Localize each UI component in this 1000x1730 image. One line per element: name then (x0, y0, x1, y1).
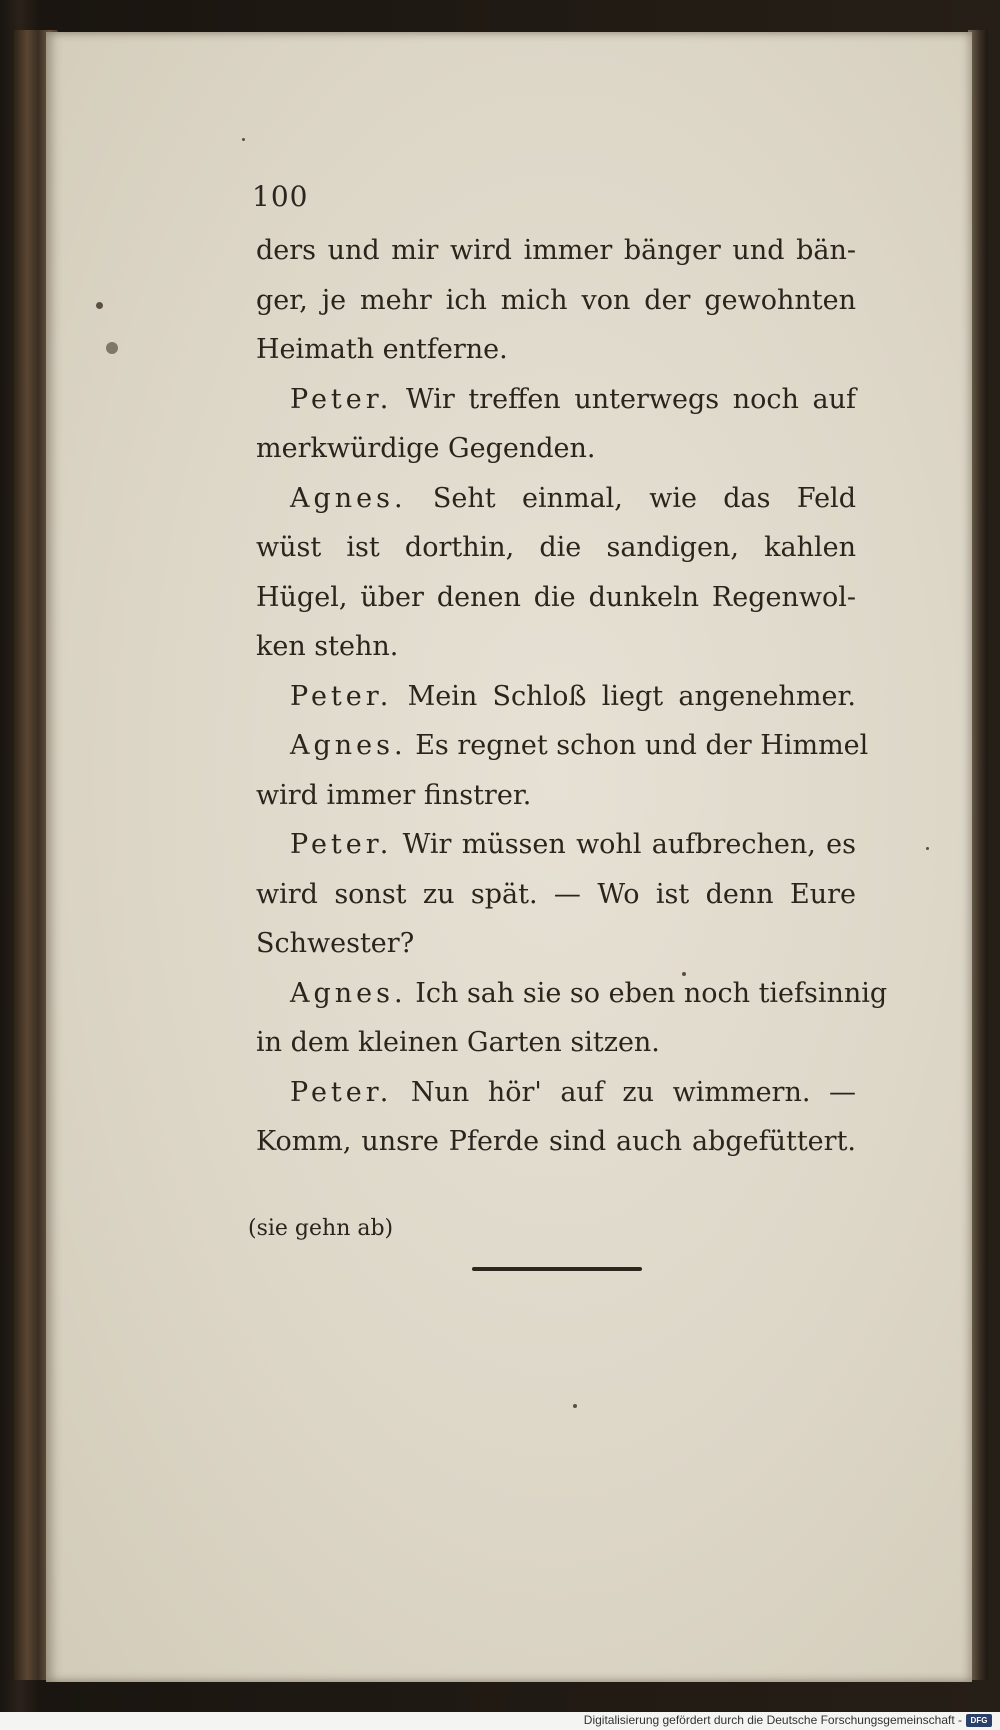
text-line (256, 919, 856, 969)
paper-speck (573, 1404, 577, 1408)
line-text: wüst ist dorthin, die sandigen, kahlen (256, 532, 856, 563)
speaker-name: Peter. (290, 1076, 393, 1108)
line-text: Es regnet schon und der Himmel (415, 730, 869, 761)
line-text: Hügel, über denen die dunkeln Regenwol- (256, 581, 856, 613)
line-text: Wir treffen unterwegs noch auf (405, 383, 857, 415)
line-text: wird sonst zu spät. — Wo ist denn Eure (256, 878, 856, 910)
line-text: Ich sah sie so eben noch tiefsinnig (415, 977, 888, 1009)
line-text: in dem kleinen Garten sitzen. (256, 1027, 660, 1058)
paper-speck (926, 847, 929, 850)
page-text (256, 226, 888, 1167)
speaker-name: Peter. (290, 680, 393, 712)
text-line (256, 424, 856, 474)
speaker-name: Peter. (290, 383, 393, 415)
end-rule (472, 1267, 642, 1271)
text-line (256, 226, 856, 276)
text-line (256, 325, 856, 375)
line-text: Schwester? (256, 928, 415, 959)
text-line (256, 375, 856, 425)
line-text: merkwürdige Gegenden. (256, 433, 596, 464)
text-line (256, 820, 856, 870)
paper-speck (96, 302, 103, 309)
text-line (256, 771, 856, 821)
speaker-name: Agnes. (290, 482, 407, 514)
text-line (256, 474, 856, 524)
speaker-name: Peter. (290, 829, 393, 860)
line-text: Heimath entferne. (256, 334, 508, 365)
line-text: Mein Schloß liegt angenehmer. (407, 680, 856, 712)
paper-speck (106, 342, 118, 354)
line-text: Nun hör' auf zu wimmern. — (410, 1076, 856, 1108)
line-text: wird immer finstrer. (256, 779, 532, 811)
funding-credit: Digitalisierung gefördert durch die Deutsche Forschungsgemeinschaft - (583, 1713, 962, 1727)
line-text: ken stehn. (256, 631, 399, 662)
text-line (256, 622, 856, 672)
text-line (256, 672, 856, 722)
dfg-logo-badge: DFG (966, 1714, 992, 1727)
text-line (256, 721, 869, 771)
line-text: Seht einmal, wie das Feld (432, 482, 856, 514)
line-text: ders und mir wird immer bänger und bän- (256, 235, 856, 266)
line-text: ger, je mehr ich mich von der gewohnten (256, 284, 856, 316)
line-text: Komm, unsre Pferde sind auch abgefüttert. (256, 1126, 856, 1157)
speaker-name: Agnes. (290, 977, 407, 1009)
paper-speck (242, 138, 245, 141)
stage-direction: (sie gehn ab) (248, 1216, 394, 1241)
text-line (256, 1018, 856, 1068)
text-line (256, 1117, 856, 1167)
text-line (256, 969, 888, 1019)
line-text: Wir müssen wohl aufbrechen, es (402, 829, 856, 860)
text-line (256, 523, 856, 573)
text-line (256, 573, 856, 623)
text-line (256, 870, 856, 920)
text-line (256, 1068, 856, 1118)
text-line (256, 276, 856, 326)
page-number: 100 (252, 180, 309, 213)
speaker-name: Agnes. (290, 730, 407, 761)
